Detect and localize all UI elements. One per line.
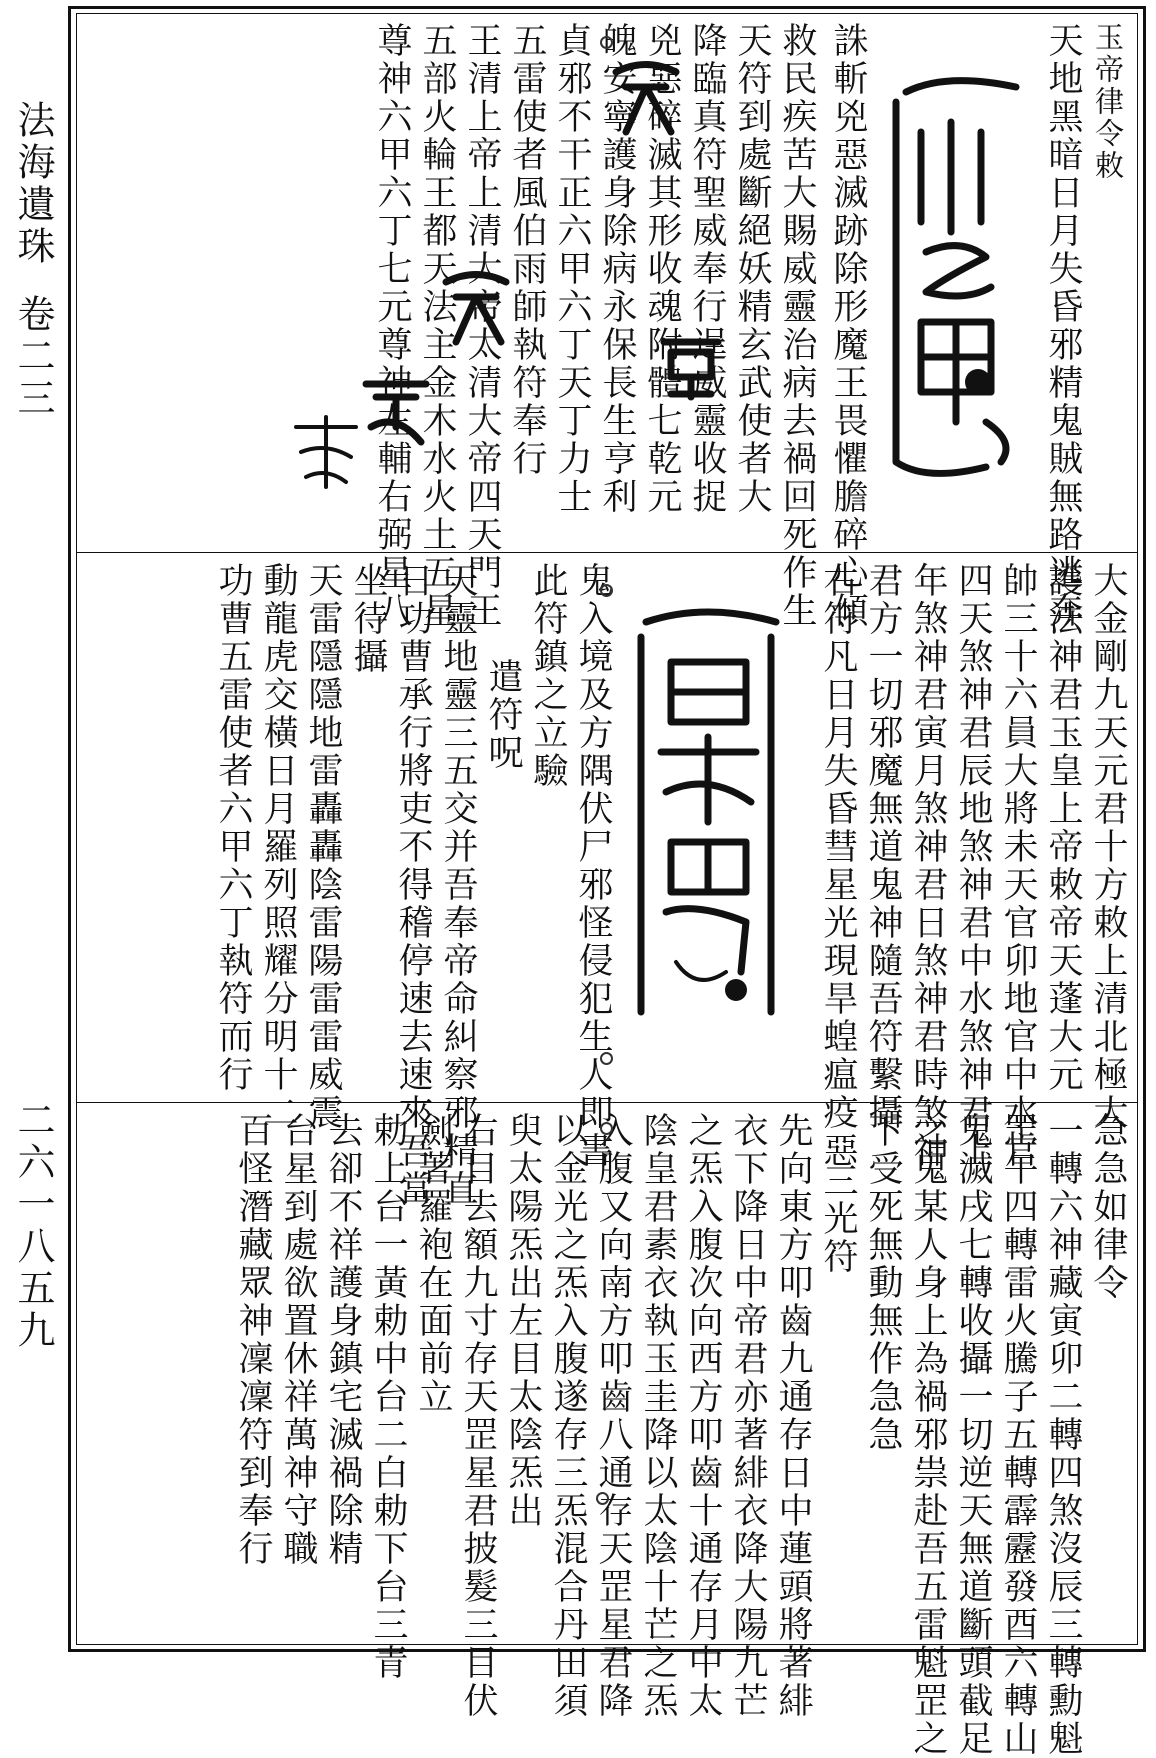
text-column: 之鬼某人身上為禍邪祟赴吾五雷魁罡之 <box>908 1112 948 1758</box>
text-column: 罡午四轉雷火騰子五轉霹靂發酉六轉山 <box>998 1112 1038 1758</box>
text-column: 年煞神君寅月煞神君日煞神君時煞神 <box>908 562 948 1170</box>
text-column: 急急如律令 <box>1088 1112 1128 1302</box>
text-column: 先向東方叩齒九通存日中蓮頭將著緋 <box>773 1112 813 1720</box>
text-column: 入腹又向南方叩齒八通存天罡星君降 <box>593 1112 633 1720</box>
text-columns <box>230 1112 1130 1758</box>
binding-hole <box>600 1122 613 1135</box>
text-column: 鬼滅戌七轉收攝一切逆天無道斷頭截足 <box>953 1112 993 1758</box>
text-column: 君方一切邪魔無道鬼神隨吾符繫攝 <box>863 562 903 1132</box>
text-column: 王清上帝上清大帝太清大帝四天門王 <box>462 22 502 630</box>
text-column: 一轉六神藏寅卯二轉四煞沒辰三轉勳魁 <box>1043 1112 1083 1758</box>
text-column: 大金剛九天元君十方敕上清北極大 <box>1088 562 1128 1132</box>
text-column: 臾太陽炁出左目太陰炁出 <box>503 1112 543 1530</box>
text-column: 以金光之炁入腹遂存三炁混合丹田須 <box>548 1112 588 1720</box>
text-column: 右符凡日月失昏彗星光現旱蝗瘟疫惡 <box>818 562 858 1170</box>
text-column: 魄安寧護身除病永保長生亨利 <box>597 22 637 516</box>
text-column: 百怪潛藏眾神凜凜符到奉行 <box>233 1112 273 1568</box>
text-column: 護法神君玉皇上帝敕帝天蓬大元 <box>1043 562 1083 1094</box>
text-column: 天雷隱隱地雷轟轟陰雷陽雷雷威震 <box>303 562 343 1132</box>
binding-hole <box>600 1052 613 1065</box>
text-column: 坐待攝 <box>348 562 388 676</box>
text-column: 勅上台一黃勅中台二白勅下台三青 <box>368 1112 408 1682</box>
text-column: 五部火輪王都天法主金木水火土五星 <box>417 22 457 630</box>
text-column: 日功曹承行將吏不得稽停速去速來吾當 <box>393 562 433 1208</box>
text-column: 去卻不祥護身鎮宅滅禍除精 <box>323 1112 363 1568</box>
text-column: 貞邪不干正六甲六丁天丁力士 <box>552 22 592 516</box>
text-column: 之炁入腹次向西方叩齒十通存月中太 <box>683 1112 723 1720</box>
text-column: 衣下降日中帝君亦著緋衣降大陽九芒 <box>728 1112 768 1720</box>
page-number: 二六一八五九 <box>11 1100 55 1352</box>
talisman-glyph <box>286 412 366 492</box>
panel-bottom <box>76 1112 1138 1758</box>
talisman-glyph <box>606 52 686 142</box>
text-column: 陰皇君素衣執玉圭降以太陰十芒之炁 <box>638 1112 678 1720</box>
talisman-glyph <box>656 332 726 402</box>
text-column: 劍著羅袍在面前立 <box>413 1112 453 1416</box>
talisman-drawing <box>866 62 1026 492</box>
text-column: 三光符 <box>818 1162 858 1276</box>
text-column: 救民疾苦大賜威靈治病去禍回死作生 <box>777 22 817 630</box>
text-column: 天符到處斷絕妖精玄武使者大 <box>732 22 772 516</box>
text-column: 台星到處欲置休祥萬神守職 <box>278 1112 318 1568</box>
text-column: 四天煞神君辰地煞神君中水煞神君上 <box>953 562 993 1170</box>
book-title-margin <box>11 100 55 420</box>
text-column: 右目去額九寸存天罡星君披髮三目伏 <box>458 1112 498 1720</box>
text-column: 天靈地靈三五交并吾奉帝命糾察邪精直 <box>438 562 478 1208</box>
text-column: 鬼入境及方隅伏尸邪怪侵犯生人即書 <box>573 562 613 1170</box>
talisman-drawing <box>616 592 796 1032</box>
talisman-glyph <box>356 372 436 452</box>
text-column: 五雷使者風伯雨師執符奉行 <box>507 22 547 478</box>
text-column: 帥三十六員大將未天官卯地官中水官 <box>998 562 1038 1170</box>
binding-hole <box>600 36 613 49</box>
binding-hole <box>600 584 613 597</box>
text-column: 遣符呪 <box>483 658 523 772</box>
text-column: 降臨真符聖威奉行逞威靈收捉 <box>687 22 727 516</box>
text-column: 功曹五雷使者六甲六丁執符而行 <box>213 562 253 1094</box>
talisman-glyph <box>436 262 516 352</box>
page-number-margin <box>11 1100 55 1352</box>
binding-hole <box>596 1492 609 1505</box>
book-title: 法海遺珠 <box>11 100 55 268</box>
text-column: 兇惡碎滅其形收魂附體七乾元 <box>642 22 682 516</box>
text-column: 玉帝律令敕 <box>1091 22 1125 182</box>
volume-label: 卷二三 <box>11 294 55 420</box>
text-column: 下受死無動無作急急 <box>863 1112 903 1454</box>
text-column: 尊神六甲六丁七元尊神左輔右弼星八 <box>372 22 412 630</box>
text-column: 動龍虎交橫日月羅列照耀分明十二 <box>258 562 298 1132</box>
text-column: 此符鎮之立驗 <box>528 562 568 790</box>
text-column: 誅斬兇惡滅跡除形魔王畏懼膽碎心傾 <box>828 22 868 630</box>
text-column: 天地黑暗日月失昏邪精鬼賊無路逃奔 <box>1043 22 1083 630</box>
